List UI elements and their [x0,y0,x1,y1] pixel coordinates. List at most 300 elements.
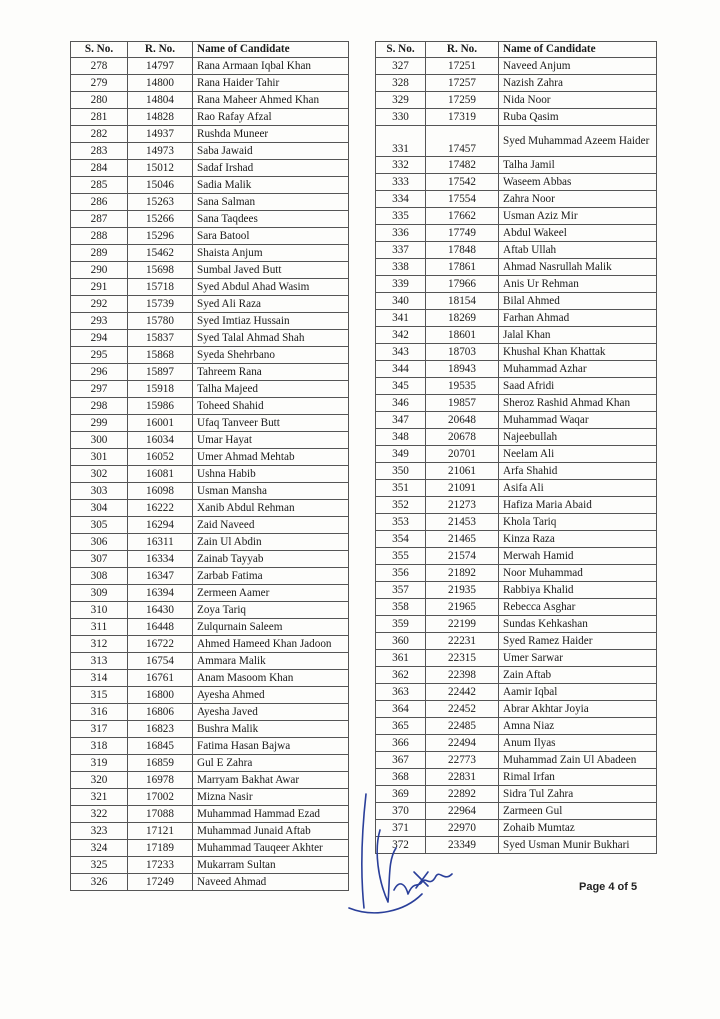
col-header-sno: S. No. [376,42,426,58]
cell-sno: 296 [71,364,128,381]
cell-rno: 22452 [426,701,499,718]
table-row [376,58,657,75]
cell-candidate-name: Naveed Ahmad [193,874,349,891]
cell-rno: 15012 [128,160,193,177]
cell-candidate-name: Toheed Shahid [193,398,349,415]
cell-rno: 21935 [426,582,499,599]
cell-sno: 347 [376,412,426,429]
cell-rno: 22398 [426,667,499,684]
table-row [71,636,349,653]
cell-candidate-name: Tahreem Rana [193,364,349,381]
cell-candidate-name: Sadia Malik [193,177,349,194]
cell-rno: 20701 [426,446,499,463]
cell-sno: 317 [71,721,128,738]
cell-rno: 16761 [128,670,193,687]
cell-sno: 307 [71,551,128,568]
table-row [71,381,349,398]
candidate-table-right [375,41,657,854]
table-row [376,633,657,650]
cell-sno: 288 [71,228,128,245]
cell-candidate-name: Rana Armaan Iqbal Khan [193,58,349,75]
cell-candidate-name: Shaista Anjum [193,245,349,262]
table-row [71,296,349,313]
table-row [376,599,657,616]
cell-sno: 366 [376,735,426,752]
cell-sno: 348 [376,429,426,446]
cell-sno: 344 [376,361,426,378]
table-row [376,718,657,735]
cell-sno: 290 [71,262,128,279]
cell-sno: 295 [71,347,128,364]
cell-sno: 330 [376,109,426,126]
cell-rno: 16034 [128,432,193,449]
cell-rno: 17189 [128,840,193,857]
table-row [71,721,349,738]
cell-sno: 360 [376,633,426,650]
table-row [71,75,349,92]
cell-sno: 292 [71,296,128,313]
cell-candidate-name: Khola Tariq [499,514,657,531]
cell-candidate-name: Khushal Khan Khattak [499,344,657,361]
cell-rno: 22199 [426,616,499,633]
cell-rno: 21061 [426,463,499,480]
cell-sno: 280 [71,92,128,109]
cell-candidate-name: Sara Batool [193,228,349,245]
cell-candidate-name: Ushna Habib [193,466,349,483]
cell-candidate-name: Mukarram Sultan [193,857,349,874]
cell-candidate-name: Ahmad Nasrullah Malik [499,259,657,276]
cell-sno: 279 [71,75,128,92]
cell-rno: 15837 [128,330,193,347]
cell-candidate-name: Rana Maheer Ahmed Khan [193,92,349,109]
table-row [71,449,349,466]
cell-rno: 15897 [128,364,193,381]
cell-candidate-name: Syed Ali Raza [193,296,349,313]
cell-sno: 345 [376,378,426,395]
cell-candidate-name: Gul E Zahra [193,755,349,772]
table-row [71,568,349,585]
table-row [71,483,349,500]
table-row [376,293,657,310]
table-row [376,531,657,548]
cell-sno: 354 [376,531,426,548]
cell-candidate-name: Rana Haider Tahir [193,75,349,92]
cell-candidate-name: Jalal Khan [499,327,657,344]
table-row [376,126,657,157]
cell-sno: 346 [376,395,426,412]
cell-rno: 16222 [128,500,193,517]
cell-sno: 316 [71,704,128,721]
cell-sno: 321 [71,789,128,806]
table-row [71,177,349,194]
cell-sno: 309 [71,585,128,602]
cell-sno: 364 [376,701,426,718]
cell-rno: 17259 [426,92,499,109]
table-row [71,619,349,636]
cell-candidate-name: Naveed Anjum [499,58,657,75]
cell-rno: 17542 [426,174,499,191]
cell-rno: 23349 [426,837,499,854]
cell-rno: 17554 [426,191,499,208]
cell-sno: 367 [376,752,426,769]
cell-rno: 22964 [426,803,499,820]
table-row [376,616,657,633]
cell-candidate-name: Rabbiya Khalid [499,582,657,599]
cell-rno: 17251 [426,58,499,75]
cell-candidate-name: Waseem Abbas [499,174,657,191]
cell-rno: 15739 [128,296,193,313]
table-row [376,701,657,718]
cell-candidate-name: Syed Ramez Haider [499,633,657,650]
cell-rno: 18154 [426,293,499,310]
cell-rno: 16430 [128,602,193,619]
cell-sno: 314 [71,670,128,687]
table-row [71,364,349,381]
table-row [71,109,349,126]
cell-candidate-name: Anum Ilyas [499,735,657,752]
cell-rno: 15263 [128,194,193,211]
cell-candidate-name: Arfa Shahid [499,463,657,480]
cell-sno: 370 [376,803,426,820]
cell-rno: 18601 [426,327,499,344]
cell-sno: 326 [71,874,128,891]
cell-rno: 15462 [128,245,193,262]
cell-sno: 319 [71,755,128,772]
cell-rno: 22892 [426,786,499,803]
cell-candidate-name: Muhammad Tauqeer Akhter [193,840,349,857]
cell-candidate-name: Abrar Akhtar Joyia [499,701,657,718]
cell-sno: 352 [376,497,426,514]
cell-sno: 340 [376,293,426,310]
cell-sno: 355 [376,548,426,565]
cell-sno: 298 [71,398,128,415]
table-row [71,160,349,177]
table-row [376,429,657,446]
cell-candidate-name: Syed Talal Ahmad Shah [193,330,349,347]
cell-rno: 17233 [128,857,193,874]
cell-candidate-name: Saba Jawaid [193,143,349,160]
cell-candidate-name: Rushda Muneer [193,126,349,143]
table-row [71,415,349,432]
cell-candidate-name: Muhammad Azhar [499,361,657,378]
cell-candidate-name: Zoya Tariq [193,602,349,619]
candidate-table-left [70,41,349,891]
cell-sno: 329 [376,92,426,109]
cell-sno: 286 [71,194,128,211]
cell-rno: 16001 [128,415,193,432]
cell-candidate-name: Ammara Malik [193,653,349,670]
cell-candidate-name: Sana Salman [193,194,349,211]
cell-sno: 305 [71,517,128,534]
table-row [71,313,349,330]
table-row [376,463,657,480]
cell-rno: 16334 [128,551,193,568]
col-header-name: Name of Candidate [193,42,349,58]
cell-rno: 15918 [128,381,193,398]
table-row [376,378,657,395]
table-row [71,687,349,704]
cell-rno: 14828 [128,109,193,126]
cell-sno: 338 [376,259,426,276]
cell-sno: 294 [71,330,128,347]
cell-sno: 363 [376,684,426,701]
cell-rno: 16806 [128,704,193,721]
handwritten-signature [344,790,464,930]
cell-candidate-name: Talha Jamil [499,157,657,174]
table-row [376,276,657,293]
cell-sno: 282 [71,126,128,143]
cell-candidate-name: Anis Ur Rehman [499,276,657,293]
table-row [71,58,349,75]
table-row [71,330,349,347]
cell-rno: 21273 [426,497,499,514]
table-row [376,446,657,463]
cell-sno: 312 [71,636,128,653]
cell-candidate-name: Aftab Ullah [499,242,657,259]
table-row [71,823,349,840]
cell-sno: 284 [71,160,128,177]
cell-candidate-name: Najeebullah [499,429,657,446]
cell-rno: 21453 [426,514,499,531]
cell-candidate-name: Muhammad Zain Ul Abadeen [499,752,657,769]
cell-candidate-name: Syed Muhammad Azeem Haider [499,126,657,157]
cell-candidate-name: Zarmeen Gul [499,803,657,820]
table-row [376,259,657,276]
cell-rno: 22315 [426,650,499,667]
table-row [71,738,349,755]
table-row [376,497,657,514]
cell-candidate-name: Merwah Hamid [499,548,657,565]
cell-candidate-name: Muhammad Waqar [499,412,657,429]
table-row [71,670,349,687]
cell-candidate-name: Syeda Shehrbano [193,347,349,364]
cell-sno: 372 [376,837,426,854]
cell-candidate-name: Anam Masoom Khan [193,670,349,687]
cell-candidate-name: Amna Niaz [499,718,657,735]
table-row [71,534,349,551]
cell-candidate-name: Ufaq Tanveer Butt [193,415,349,432]
table-row [376,109,657,126]
col-header-rno: R. No. [128,42,193,58]
cell-rno: 17848 [426,242,499,259]
cell-sno: 365 [376,718,426,735]
cell-sno: 331 [376,126,426,157]
cell-rno: 14800 [128,75,193,92]
cell-sno: 283 [71,143,128,160]
cell-candidate-name: Syed Imtiaz Hussain [193,313,349,330]
cell-candidate-name: Hafiza Maria Abaid [499,497,657,514]
table-row [376,157,657,174]
cell-rno: 15266 [128,211,193,228]
cell-candidate-name: Zahra Noor [499,191,657,208]
table-row [71,262,349,279]
cell-rno: 15780 [128,313,193,330]
cell-candidate-name: Nida Noor [499,92,657,109]
cell-sno: 362 [376,667,426,684]
cell-candidate-name: Rebecca Asghar [499,599,657,616]
cell-sno: 368 [376,769,426,786]
cell-sno: 349 [376,446,426,463]
table-row [376,548,657,565]
cell-rno: 17457 [426,126,499,157]
cell-rno: 15046 [128,177,193,194]
cell-rno: 21574 [426,548,499,565]
cell-candidate-name: Zainab Tayyab [193,551,349,568]
cell-sno: 323 [71,823,128,840]
cell-candidate-name: Kinza Raza [499,531,657,548]
cell-rno: 20678 [426,429,499,446]
cell-sno: 350 [376,463,426,480]
cell-candidate-name: Zarbab Fatima [193,568,349,585]
col-header-rno: R. No. [426,42,499,58]
cell-sno: 303 [71,483,128,500]
cell-candidate-name: Mizna Nasir [193,789,349,806]
cell-rno: 21892 [426,565,499,582]
table-row [71,432,349,449]
cell-rno: 15698 [128,262,193,279]
cell-rno: 22494 [426,735,499,752]
cell-rno: 22773 [426,752,499,769]
cell-sno: 278 [71,58,128,75]
cell-rno: 16722 [128,636,193,653]
cell-sno: 337 [376,242,426,259]
cell-candidate-name: Farhan Ahmad [499,310,657,327]
cell-sno: 300 [71,432,128,449]
cell-sno: 371 [376,820,426,837]
cell-candidate-name: Asifa Ali [499,480,657,497]
table-row [71,755,349,772]
cell-candidate-name: Sumbal Javed Butt [193,262,349,279]
table-row [71,143,349,160]
cell-rno: 21091 [426,480,499,497]
cell-candidate-name: Usman Mansha [193,483,349,500]
table-row [376,75,657,92]
table-row [71,772,349,789]
cell-sno: 287 [71,211,128,228]
cell-rno: 16098 [128,483,193,500]
col-header-name: Name of Candidate [499,42,657,58]
cell-rno: 17861 [426,259,499,276]
cell-candidate-name: Umer Ahmad Mehtab [193,449,349,466]
cell-sno: 335 [376,208,426,225]
cell-rno: 16081 [128,466,193,483]
table-row [71,347,349,364]
table-row [71,857,349,874]
table-header-row [71,42,349,58]
cell-sno: 322 [71,806,128,823]
cell-candidate-name: Bilal Ahmed [499,293,657,310]
cell-sno: 304 [71,500,128,517]
cell-sno: 369 [376,786,426,803]
table-row [71,874,349,891]
table-row [71,228,349,245]
cell-sno: 328 [376,75,426,92]
table-row [376,361,657,378]
table-row [376,225,657,242]
table-row [376,514,657,531]
cell-candidate-name: Rimal Irfan [499,769,657,786]
table-row [71,517,349,534]
cell-rno: 15296 [128,228,193,245]
table-row [71,398,349,415]
table-body-left [71,58,349,891]
cell-rno: 16394 [128,585,193,602]
cell-sno: 291 [71,279,128,296]
table-row [71,211,349,228]
cell-sno: 281 [71,109,128,126]
cell-rno: 17319 [426,109,499,126]
table-row [376,735,657,752]
cell-sno: 332 [376,157,426,174]
table-row [376,582,657,599]
cell-candidate-name: Sadaf Irshad [193,160,349,177]
cell-sno: 341 [376,310,426,327]
cell-candidate-name: Ayesha Javed [193,704,349,721]
cell-rno: 14804 [128,92,193,109]
cell-sno: 361 [376,650,426,667]
cell-sno: 302 [71,466,128,483]
cell-rno: 16347 [128,568,193,585]
cell-rno: 22970 [426,820,499,837]
cell-sno: 318 [71,738,128,755]
cell-rno: 19857 [426,395,499,412]
cell-candidate-name: Sana Taqdees [193,211,349,228]
cell-rno: 21465 [426,531,499,548]
cell-candidate-name: Rao Rafay Afzal [193,109,349,126]
cell-rno: 16448 [128,619,193,636]
cell-sno: 336 [376,225,426,242]
table-row [71,500,349,517]
cell-rno: 17121 [128,823,193,840]
table-row [71,194,349,211]
cell-sno: 351 [376,480,426,497]
page-number: Page 4 of 5 [579,881,638,893]
table-row [71,466,349,483]
table-row [376,191,657,208]
table-row [376,327,657,344]
cell-sno: 359 [376,616,426,633]
cell-candidate-name: Syed Abdul Ahad Wasim [193,279,349,296]
cell-candidate-name: Saad Afridi [499,378,657,395]
cell-rno: 16052 [128,449,193,466]
cell-candidate-name: Aamir Iqbal [499,684,657,701]
cell-sno: 343 [376,344,426,361]
table-row [376,310,657,327]
cell-candidate-name: Muhammad Junaid Aftab [193,823,349,840]
cell-rno: 18943 [426,361,499,378]
cell-sno: 310 [71,602,128,619]
cell-candidate-name: Sundas Kehkashan [499,616,657,633]
table-row [376,752,657,769]
cell-candidate-name: Marryam Bakhat Awar [193,772,349,789]
cell-candidate-name: Noor Muhammad [499,565,657,582]
table-row [71,704,349,721]
cell-rno: 18269 [426,310,499,327]
cell-rno: 14973 [128,143,193,160]
cell-rno: 17257 [426,75,499,92]
cell-candidate-name: Nazish Zahra [499,75,657,92]
cell-candidate-name: Xanib Abdul Rehman [193,500,349,517]
table-row [376,412,657,429]
cell-rno: 16978 [128,772,193,789]
cell-candidate-name: Abdul Wakeel [499,225,657,242]
cell-candidate-name: Umar Hayat [193,432,349,449]
cell-rno: 14937 [128,126,193,143]
cell-rno: 16800 [128,687,193,704]
table-row [71,279,349,296]
cell-rno: 22831 [426,769,499,786]
cell-rno: 18703 [426,344,499,361]
